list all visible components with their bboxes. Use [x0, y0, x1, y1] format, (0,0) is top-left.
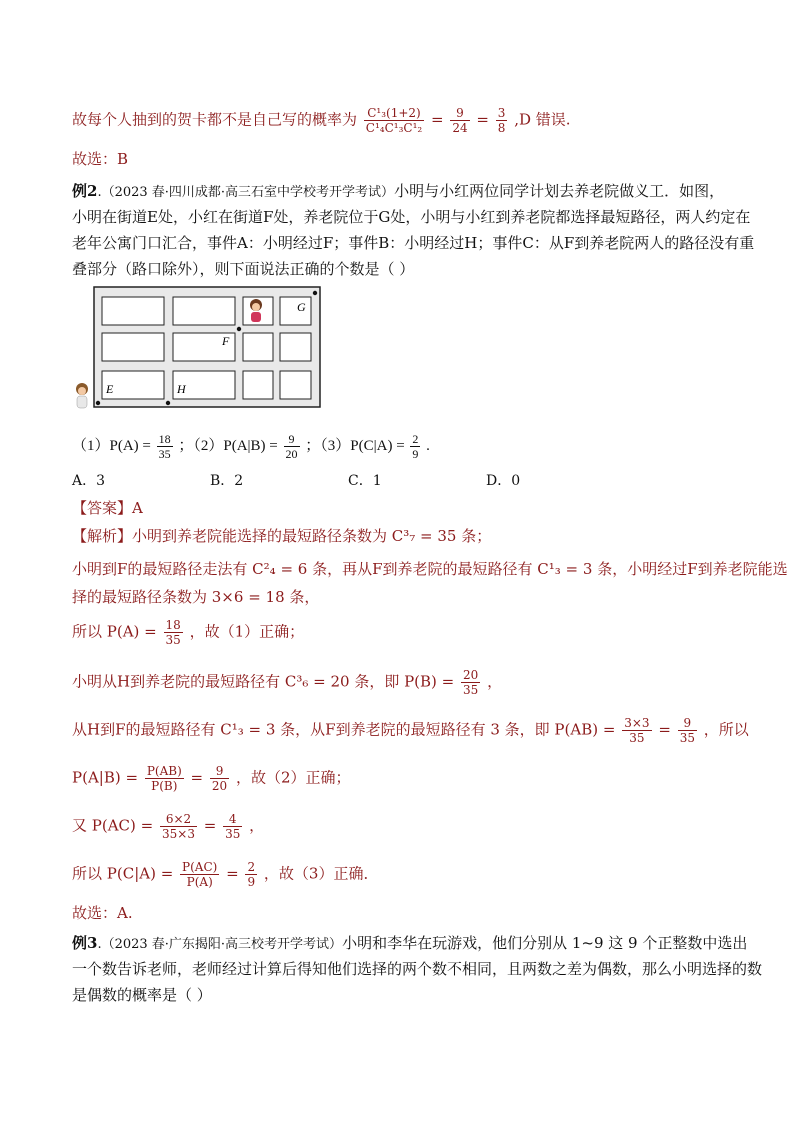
point-e	[96, 401, 100, 405]
analysis-line: 又 P(AC) = $\frac{6\times 2}{35\times 3}$ = $\frac{4}{35}$ ，	[72, 812, 265, 841]
example-3-line: 是偶数的概率是（ ）	[72, 986, 212, 1004]
analysis-line: P(A|B) = $\frac{P(AB)}{P(B)}$ = $\frac{9}{20}$ ，故（2）正确；	[72, 764, 351, 793]
label-h: H	[177, 382, 186, 396]
fraction: $\frac{\text{C¹₃(1+2)}}{\text{C¹₄C¹₃C¹₂}}$	[365, 106, 423, 135]
choose-2: 故选：A.	[72, 904, 133, 922]
label-f: F	[222, 334, 230, 348]
analysis-line: 小明到F的最短路径走法有 C²₄ = 6 条，再从F到养老院的最短路径有 C¹₃ = 3 条，小明经过F到养老院能选	[72, 560, 788, 578]
label-g: G	[297, 300, 306, 314]
label-e: E	[106, 382, 114, 396]
point-g	[313, 291, 317, 295]
prev-conclusion: 故每个人抽到的贺卡都不是自己写的概率为 $\frac{\text{C¹₃(1+2)}}{\text{C¹₄C¹₃C¹₂}}$ = $\frac{9}{24}$ = $\frac{3}{8}$ ,D 错误.	[72, 106, 571, 135]
street-grid-figure	[72, 285, 332, 415]
example-2-line: 叠部分（路口除外），则下面说法正确的个数是（ ）	[72, 260, 415, 278]
analysis-line: 【解析】小明到养老院能选择的最短路径条数为 C³₇ = 35 条；	[72, 527, 492, 545]
example-3-title: 例3.（2023 春·广东揭阳·高三校考开学考试）小明和李华在玩游戏，他们分别从 1~9 这 9 个正整数中选出	[72, 934, 748, 952]
example-2-line: 老年公寓门口汇合，事件A：小明经过F；事件B：小明经过H；事件C：从F到养老院两人的路径没有重	[72, 234, 755, 252]
analysis-line: 小明从H到养老院的最短路径有 C³₆ = 20 条，即 P(B) = $\frac{20}{35}$ ，	[72, 668, 503, 697]
point-f	[237, 327, 241, 331]
boy-icon	[76, 383, 88, 408]
statements: （1）P(A) = $\frac{18}{35}$ ；（2）P(A|B) = $\frac{9}{20}$ ；（3）P(C|A) = $\frac{2}{9}$ .	[72, 432, 430, 461]
option-d: D．0	[486, 473, 521, 489]
answer: 【答案】A	[72, 499, 143, 517]
option-a: A．3	[72, 473, 106, 489]
choose-1: 故选：B	[72, 150, 129, 168]
example-3-line: 一个数告诉老师，老师经过计算后得知他们选择的两个数不相同，且两数之差为偶数，那么小明选择的数	[72, 960, 763, 978]
option-c: C．1	[348, 473, 382, 489]
example-2-title: 例2.（2023 春·四川成都·高三石室中学校考开学考试）小明与小红两位同学计划去养老院做义工．如图，	[72, 182, 725, 200]
point-h	[166, 401, 170, 405]
analysis-line: 择的最短路径条数为 3×6 = 18 条，	[72, 588, 320, 606]
option-b: B．2	[210, 473, 244, 489]
analysis-line: 所以 P(A) = $\frac{18}{35}$ ，故（1）正确；	[72, 618, 305, 647]
example-2-line: 小明在街道E处，小红在街道F处，养老院位于G处，小明与小红到养老院都选择最短路径，两人约定在	[72, 208, 751, 226]
analysis-line: 从H到F的最短路径有 C¹₃ = 3 条，从F到养老院的最短路径有 3 条，即 P(AB) = $\frac{3\times 3}{35}$ = $\frac{9}{35}$ ，所以	[72, 716, 749, 745]
analysis-line: 所以 P(C|A) = $\frac{P(AC)}{P(A)}$ = $\frac{2}{9}$ ，故（3）正确．	[72, 860, 379, 889]
